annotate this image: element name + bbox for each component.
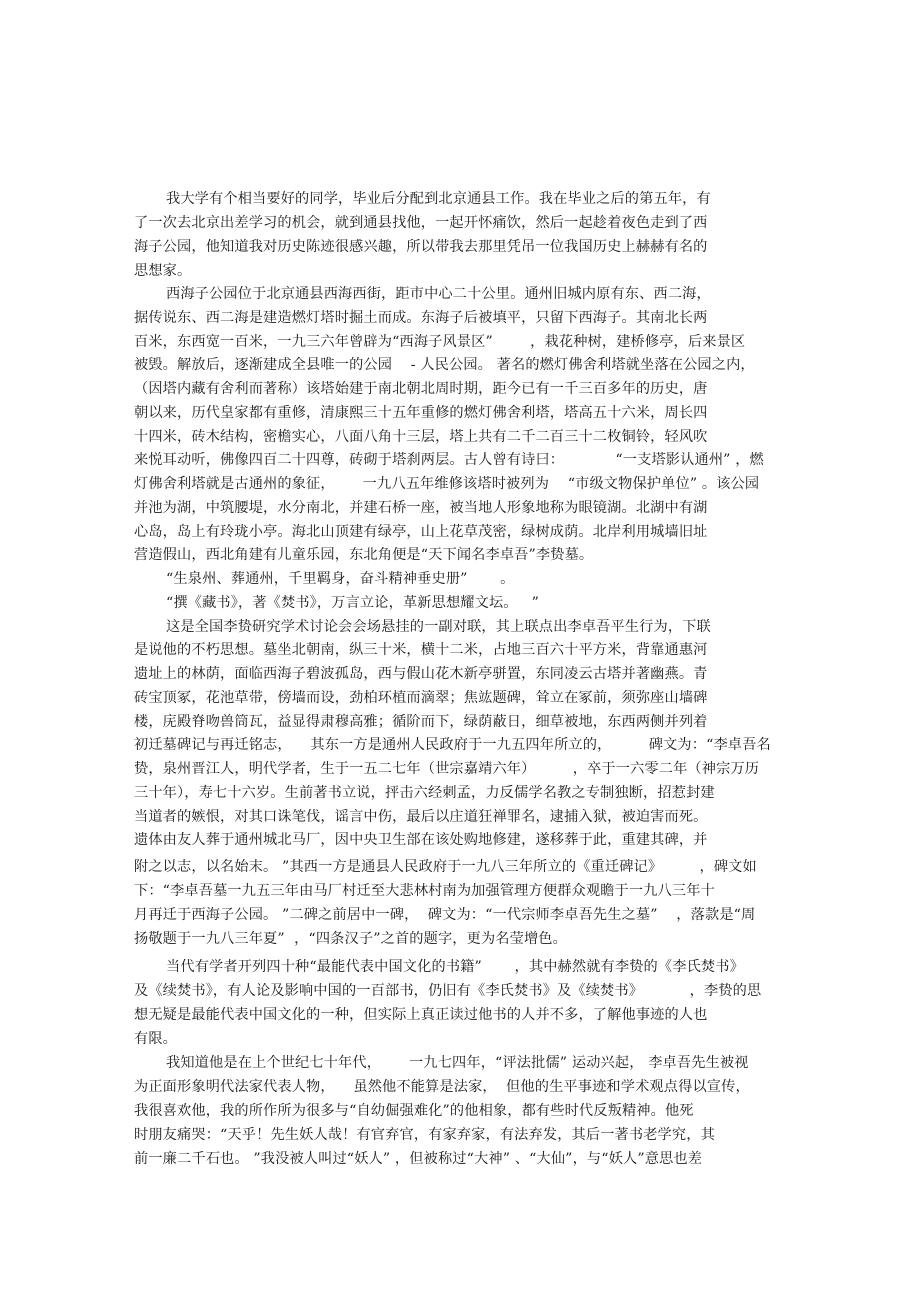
text-line: 贽，泉州晋江人，明代学者，生于一五二七年（世宗嘉靖六年） ，卒于一六零二年（神宗万历 — [134, 761, 760, 777]
text-line: 西海子公园位于北京通县西海西街，距市中心二十公里。通州旧城内原有东、西二海， — [166, 286, 711, 302]
text-line: 朝以来，历代皇家都有重修，清康熙三十五年重修的燃灯佛舍利塔，塔高五十六米，周长四 — [134, 405, 708, 421]
text-line: 想无疑是最能代表中国文化的一种，但实际上真正读过他书的人并不多，了解他事迹的人也 — [134, 1007, 708, 1023]
text-line: 遗体由友人葬于通州城北马厂，因中央卫生部在该处购地修建，遂移葬于此，重建其碑，并 — [134, 832, 708, 848]
text-line: 灯佛舍利塔就是古通州的象征， 一九八五年维修该塔时被列为 “市级文物保护单位” 。该公园 — [134, 476, 760, 492]
text-line: 海子公园，他知道我对历史陈迹很感兴趣，所以带我去那里凭吊一位我国历史上赫赫有名的 — [134, 239, 708, 255]
text-line: 我很喜欢他，我的所作所为很多与“自幼倔强难化”的他相象，都有些时代反叛精神。他死 — [134, 1103, 694, 1119]
text-line: 十四米，砖木结构，密檐实心，八面八角十三层，塔上共有二千二百三十二枚铜铃，轻风吹 — [134, 429, 708, 445]
text-line: 据传说东、西二海是建造燃灯塔时掘土而成。东海子后被填平，只留下西海子。其南北长两 — [134, 310, 708, 326]
text-line: 砖宝顶冢，花池草带，傍墙而设，劲柏环植而滴翠；焦竑题碑，耸立在冢前，须弥座山墙碑 — [134, 690, 708, 706]
text-line: 并池为湖，中筑腰堤，水分南北，并建石桥一座，被当地人形象地称为眼镜湖。北湖中有湖 — [134, 500, 708, 516]
text-line: 心岛，岛上有玲珑小亭。海北山顶建有绿亭，山上花草茂密，绿树成荫。北岸利用城墙旧址 — [134, 524, 708, 540]
text-line: 附之以志，以名始末。 ”其西一方是通县人民政府于一九八三年所立的《重迁碑记》 ，碑文如 — [134, 859, 757, 875]
text-line: 初迁墓碑记与再迁铭志， 其东一方是通州人民政府于一九五四年所立的， 碑文为：“李卓吾名 — [134, 737, 771, 753]
text-line: 思想家。 — [134, 263, 192, 279]
text-line: 楼，庑殿脊吻兽筒瓦，益显得肃穆高雅；循阶而下，绿荫蔽日，细草被地，东西两侧并列着 — [134, 714, 708, 730]
text-line: 当代有学者开列四十种“最能代表中国文化的书籍” ，其中赫然就有李贽的《李氏焚书》 — [166, 959, 744, 975]
text-line: 月再迁于西海子公园。 ”二碑之前居中一碑， 碑文为：“一代宗师李卓吾先生之墓” ，落款是“周 — [134, 907, 756, 923]
couplet-line-lower: “撰《藏书》，著《焚书》，万言立论，革新思想耀文坛。 ” — [166, 595, 540, 611]
text-line: 遗址上的林荫，面临西海子碧波孤岛，西与假山花木新亭骈置，东同凌云古塔并著幽燕。青 — [134, 666, 708, 682]
text-line: 及《续焚书》，有人论及影响中国的一百部书，仍旧有《李氏焚书》及《续焚书》 ，李贽的思 — [134, 983, 762, 999]
text-line: 这是全国李贽研究学术讨论会会场悬挂的一副对联，其上联点出李卓吾平生行为，下联 — [166, 619, 711, 635]
text-line: （因塔内藏有舍利而著称）该塔始建于南北朝北周时期，距今已有一千三百多年的历史，唐 — [134, 381, 708, 397]
text-line: 百米，东西宽一百米，一九三六年曾辟为“西海子风景区” ，栽花种树，建桥修亭，后来景区 — [134, 334, 746, 350]
text-line: 有限。 — [134, 1031, 178, 1047]
text-line: 了一次去北京出差学习的机会，就到通县找他，一起开怀痛饮，然后一起趁着夜色走到了西 — [134, 215, 708, 231]
text-line: 我大学有个相当要好的同学，毕业后分配到北京通县工作。我在毕业之后的第五年，有 — [166, 191, 711, 207]
text-line: 当道者的嫉恨，对其口诛笔伐，谣言中伤，最后以庄道狂禅罪名，逮捕入狱，被迫害而死。 — [134, 809, 708, 825]
text-line: 是说他的不朽思想。墓坐北朝南，纵三十米，横十二米，占地三百六十平方米，背靠通惠河 — [134, 642, 708, 658]
text-line: 时朋友痛哭：“天乎！先生妖人哉！有官弃官，有家弃家，有法弃发，其后一著书老学究，其 — [134, 1127, 715, 1143]
text-line: 被毁。解放后，逐渐建成全县唯一的公园 - 人民公园。 著名的燃灯佛舍利塔就坐落在公园之内， — [134, 357, 755, 373]
text-line: 前一廉二千石也。 ”我没被人叫过“妖人” ，但被称过“大神” 、“大仙”，与“妖人”意思也差 — [134, 1151, 703, 1167]
couplet-line-upper: “生泉州、葬通州，千里羁身，奋斗精神垂史册” 。 — [166, 571, 515, 587]
text-line: 营造假山，西北角建有儿童乐园，东北角便是“天下闻名李卓吾”李贽墓。 — [134, 547, 594, 563]
text-line: 三十年），寿七十六岁。生前著书立说，抨击六经刺孟，力反儒学名教之专制独断，招惹封建 — [134, 785, 715, 801]
text-line: 下：“李卓吾墓一九五三年由马厂村迁至大悲林村南为加强管理方便群众观瞻于一九八三年十 — [134, 883, 715, 899]
text-line: 为正面形象明代法家代表人物， 虽然他不能算是法家， 但他的生平事迹和学术观点得以宣传， — [134, 1079, 750, 1095]
text-line: 扬敬题于一九八三年夏” ，“四条汉子”之首的题字，更为名莹增色。 — [134, 931, 567, 947]
text-line: 来悦耳动听，佛像四百二十四尊，砖砌于塔刹两层。古人曾有诗曰： “一支塔影认通州” ，燃 — [134, 452, 764, 468]
text-line: 我知道他是在上个世纪七十年代， 一九七四年，“评法批儒” 运动兴起， 李卓吾先生被视 — [166, 1055, 749, 1071]
